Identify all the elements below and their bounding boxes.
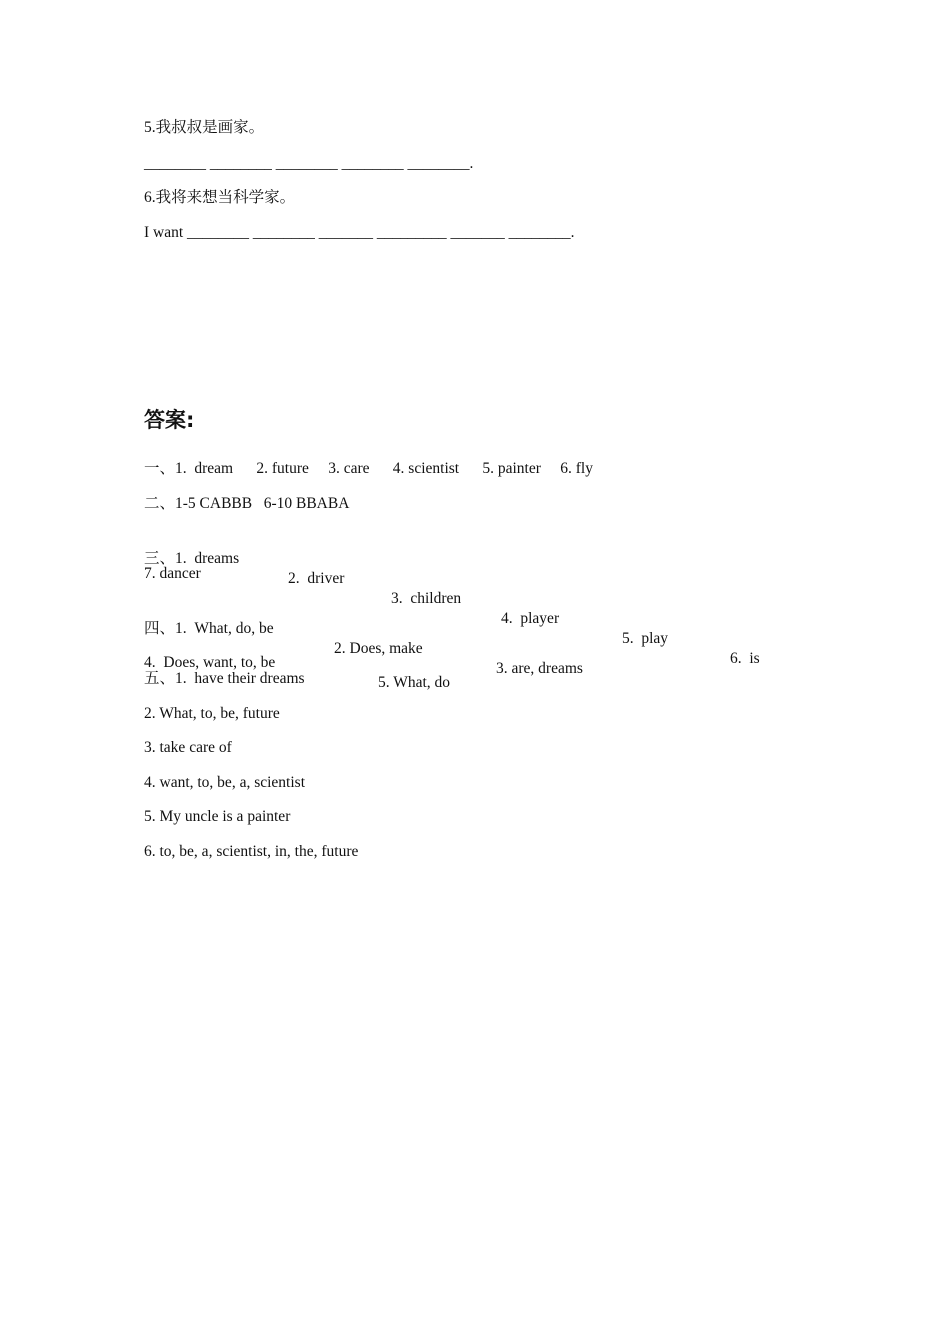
answer-3-item: 3. children [391, 590, 462, 607]
answer-4-item: 4. Does, want, to, be [144, 654, 276, 671]
question-6-prompt: 6.我将来想当科学家。 [144, 189, 296, 206]
answer-3-item: 2. driver [288, 570, 345, 587]
answers-section-2: 二、1-5 CABBB 6-10 BBABA [144, 495, 350, 512]
answers-section-5-line: 6. to, be, a, scientist, in, the, future [144, 843, 359, 860]
answers-section-5-line: 2. What, to, be, future [144, 705, 280, 722]
answer-3-item: 6. is [730, 650, 760, 667]
answer-4-item: 5. What, do [378, 674, 451, 691]
answer-4-item: 3. are, dreams [496, 660, 583, 677]
answers-section-5-line: 五、1. have their dreams [144, 670, 305, 687]
answer-3-item: 4. player [501, 610, 560, 627]
answer-4-item: 2. Does, make [334, 640, 423, 657]
question-6-blanks: I want ________ ________ _______ _________ _______ ________. [144, 224, 575, 241]
answer-3-item: 5. play [622, 630, 669, 647]
answers-section-5-line: 4. want, to, be, a, scientist [144, 774, 305, 791]
answers-section-3-continued: 7. dancer [144, 565, 201, 582]
question-5-blanks: ________ ________ ________ ________ ________. [144, 155, 474, 172]
answers-heading: 答案: [144, 408, 195, 432]
answer-4-item: 四、1. What, do, be [144, 620, 274, 637]
answers-section-5-line: 5. My uncle is a painter [144, 808, 291, 825]
answers-section-5-line: 3. take care of [144, 739, 232, 756]
question-5-prompt: 5.我叔叔是画家。 [144, 119, 265, 136]
answer-3-item: 三、1. dreams [144, 550, 240, 567]
answers-section-1: 一、1. dream 2. future 3. care 4. scientist 5. painter 6. fly [144, 460, 593, 477]
